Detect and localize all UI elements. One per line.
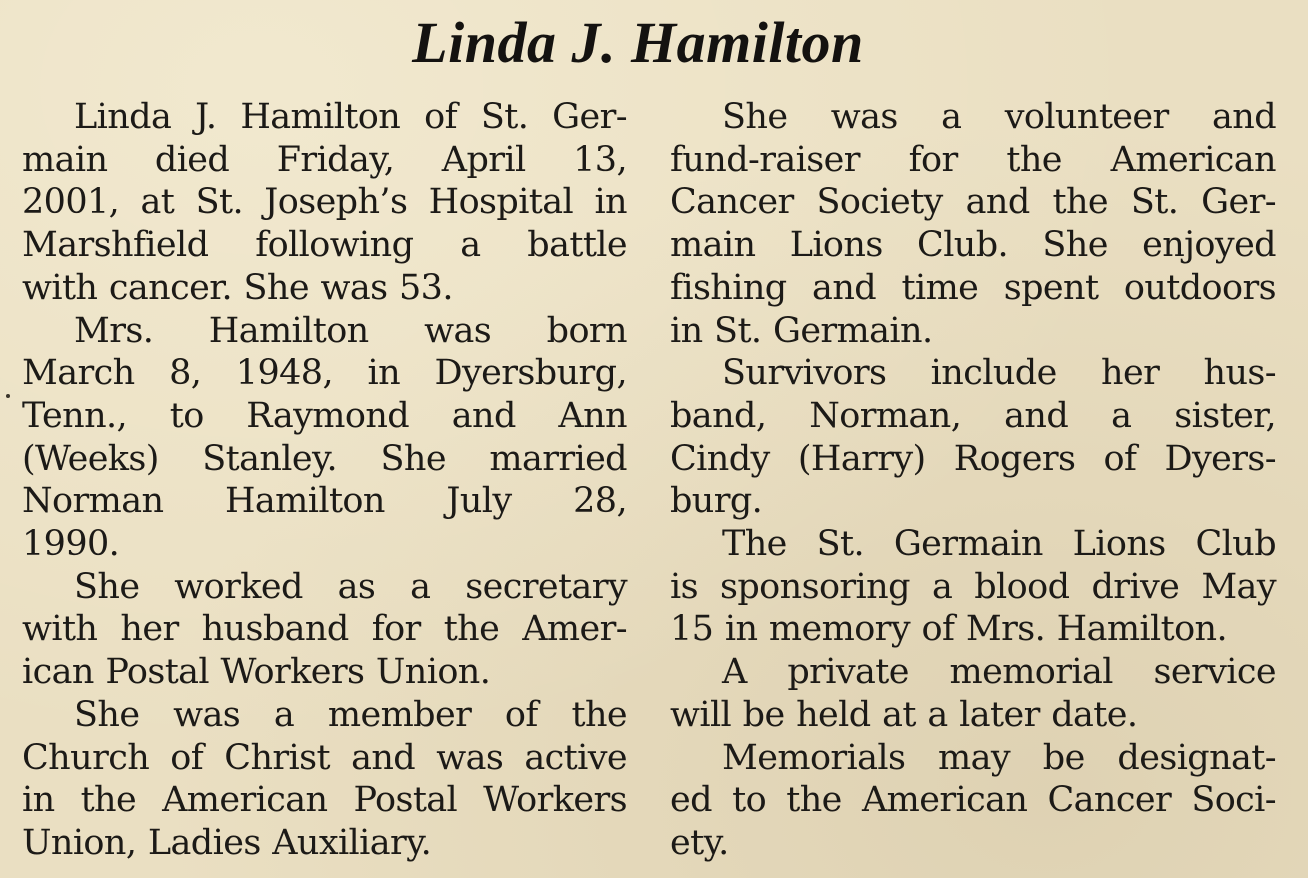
text-line: fund-raiser for the American	[670, 139, 1276, 180]
text-line: Union, Ladies Auxiliary.	[22, 822, 432, 863]
text-line: ican Postal Workers Union.	[22, 652, 491, 693]
text-line: Survivors include her hus-	[722, 353, 1276, 394]
text-line: Marshfield following a battle	[22, 225, 627, 266]
text-line: will be held at a later date.	[670, 694, 1138, 735]
text-line: She was a member of the	[74, 694, 627, 735]
text-line: Norman Hamilton July 28,	[22, 481, 627, 522]
text-line: main Lions Club. She enjoyed	[670, 225, 1276, 266]
text-line: with her husband for the Amer-	[22, 609, 627, 650]
text-line: March 8, 1948, in Dyersburg,	[22, 353, 627, 394]
text-line: Linda J. Hamilton of St. Ger-	[74, 97, 627, 137]
text-line: 1990.	[22, 524, 120, 565]
text-line: fishing and time spent outdoors	[670, 267, 1276, 308]
text-line: ety.	[670, 822, 729, 863]
text-line: Cancer Society and the St. Ger-	[670, 182, 1276, 223]
text-line: She was a volunteer and	[722, 97, 1276, 137]
text-line: She worked as a secretary	[74, 566, 627, 607]
text-line: (Weeks) Stanley. She married	[22, 438, 627, 479]
right-text-column	[670, 96, 1276, 865]
left-text-column	[22, 96, 627, 865]
print-speck	[6, 394, 10, 398]
text-line: The St. Germain Lions Club	[722, 524, 1276, 565]
text-line: 15 in memory of Mrs. Hamilton.	[670, 609, 1228, 650]
text-line: 2001, at St. Joseph’s Hospital in	[22, 182, 627, 223]
text-line: main died Friday, April 13,	[22, 139, 627, 180]
text-line: band, Norman, and a sister,	[670, 395, 1276, 436]
obituary-headline: Linda J. Hamilton	[412, 10, 864, 75]
text-line: A private memorial service	[722, 652, 1276, 693]
text-line: ed to the American Cancer Soci-	[670, 780, 1276, 821]
text-line: is sponsoring a blood drive May	[670, 566, 1276, 607]
text-line: Memorials may be designat-	[722, 737, 1276, 778]
text-line: Church of Christ and was active	[22, 737, 627, 778]
text-line: with cancer. She was 53.	[22, 267, 453, 308]
text-line: Mrs. Hamilton was born	[74, 310, 627, 351]
text-line: Tenn., to Raymond and Ann	[22, 395, 627, 436]
text-line: in the American Postal Workers	[22, 780, 627, 821]
text-line: in St. Germain.	[670, 310, 933, 351]
text-line: burg.	[670, 481, 763, 522]
text-line: Cindy (Harry) Rogers of Dyers-	[670, 438, 1276, 479]
